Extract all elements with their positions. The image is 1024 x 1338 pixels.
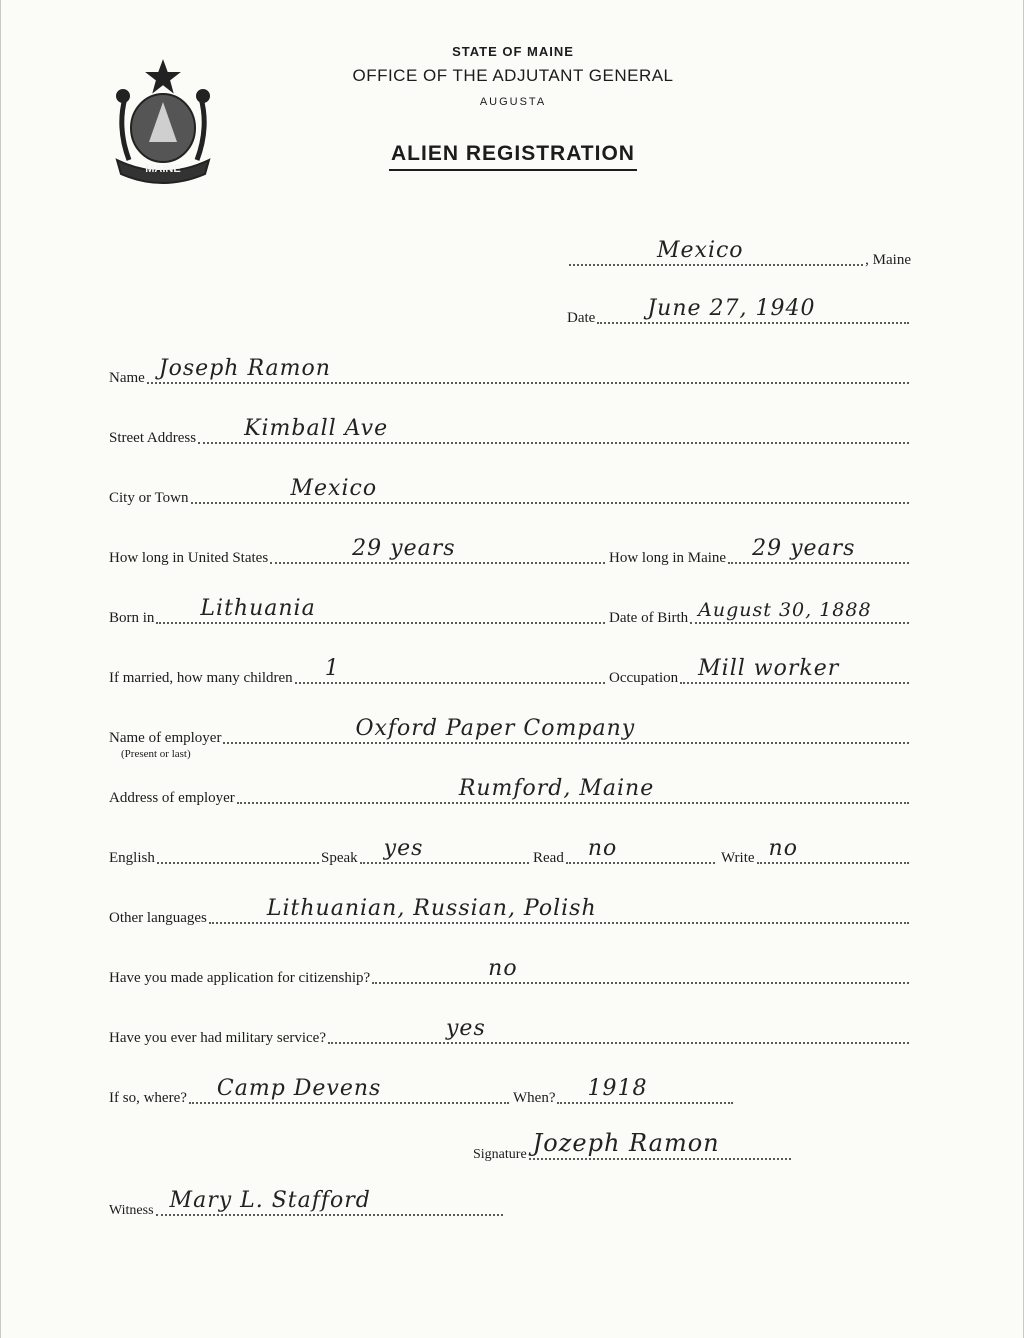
english-dots bbox=[157, 834, 319, 864]
date-value: June 27, 1940 bbox=[647, 296, 816, 321]
town-row bbox=[567, 236, 911, 270]
languages-value: Lithuanian, Russian, Polish bbox=[266, 896, 597, 921]
citizenship-row bbox=[109, 954, 911, 988]
maine-row bbox=[609, 534, 911, 568]
languages-label: Other languages bbox=[109, 910, 207, 926]
page-title: ALIEN REGISTRATION bbox=[1, 142, 1024, 171]
children-row bbox=[109, 654, 607, 688]
dob-field[interactable] bbox=[690, 594, 909, 624]
dob-value: August 30, 1888 bbox=[698, 599, 872, 621]
witness-label: Witness bbox=[109, 1203, 154, 1218]
signature-field[interactable] bbox=[529, 1130, 791, 1160]
witness-row bbox=[109, 1186, 505, 1220]
maine-field[interactable] bbox=[728, 534, 909, 564]
street-row bbox=[109, 414, 911, 448]
name-field[interactable] bbox=[147, 354, 909, 384]
employer-row bbox=[109, 714, 911, 760]
children-field[interactable] bbox=[295, 654, 605, 684]
citizenship-field[interactable] bbox=[372, 954, 909, 984]
read-value: no bbox=[587, 836, 618, 861]
signature-row bbox=[473, 1130, 793, 1164]
name-value: Joseph Ramon bbox=[158, 356, 331, 381]
us-row bbox=[109, 534, 607, 568]
when-value: 1918 bbox=[587, 1076, 648, 1101]
speak-row bbox=[321, 834, 531, 868]
write-value: no bbox=[768, 836, 798, 861]
name-row bbox=[109, 354, 911, 388]
town-suffix: , Maine bbox=[865, 252, 911, 268]
military-row bbox=[109, 1014, 911, 1048]
where-field[interactable] bbox=[189, 1074, 509, 1104]
where-label: If so, where? bbox=[109, 1090, 187, 1106]
dob-row bbox=[609, 594, 911, 628]
date-label: Date bbox=[567, 310, 596, 326]
military-field[interactable] bbox=[328, 1014, 909, 1044]
dob-label: Date of Birth bbox=[609, 610, 689, 626]
born-row bbox=[109, 594, 607, 628]
header-office: OFFICE OF THE ADJUTANT GENERAL bbox=[352, 66, 674, 85]
occupation-row bbox=[609, 654, 911, 688]
when-field[interactable] bbox=[557, 1074, 733, 1104]
where-value: Camp Devens bbox=[216, 1076, 382, 1101]
emp-address-row bbox=[109, 774, 911, 808]
english-label: English bbox=[109, 850, 155, 866]
signature-value: Jozeph Ramon bbox=[532, 1129, 720, 1157]
born-label: Born in bbox=[109, 610, 155, 626]
write-row bbox=[721, 834, 911, 868]
date-row bbox=[567, 294, 911, 328]
speak-value: yes bbox=[383, 836, 424, 861]
signature-label: Signature bbox=[473, 1147, 527, 1162]
us-label: How long in United States bbox=[109, 550, 269, 566]
us-field[interactable] bbox=[270, 534, 605, 564]
employer-sublabel: (Present or last) bbox=[121, 748, 191, 760]
born-value: Lithuania bbox=[200, 596, 316, 621]
write-field[interactable] bbox=[757, 834, 909, 864]
languages-row bbox=[109, 894, 911, 928]
town-value: Mexico bbox=[657, 238, 744, 263]
when-row bbox=[513, 1074, 735, 1108]
citizenship-value: no bbox=[488, 956, 518, 981]
military-value: yes bbox=[446, 1016, 486, 1041]
read-row bbox=[533, 834, 717, 868]
witness-field[interactable] bbox=[156, 1186, 503, 1216]
write-label: Write bbox=[721, 850, 755, 866]
citizenship-label: Have you made application for citizenship? bbox=[109, 970, 371, 986]
employer-value: Oxford Paper Company bbox=[355, 716, 636, 741]
military-label: Have you ever had military service? bbox=[109, 1030, 326, 1046]
emp-address-field[interactable] bbox=[237, 774, 909, 804]
speak-label: Speak bbox=[321, 850, 358, 866]
name-label: Name bbox=[109, 370, 145, 386]
occupation-field[interactable] bbox=[680, 654, 909, 684]
city-row bbox=[109, 474, 911, 508]
street-label: Street Address bbox=[109, 430, 197, 446]
emp-address-value: Rumford, Maine bbox=[458, 776, 655, 801]
employer-label: Name of employer (Present or last) bbox=[109, 730, 222, 760]
occupation-value: Mill worker bbox=[698, 656, 840, 681]
read-label: Read bbox=[533, 850, 564, 866]
city-value: Mexico bbox=[290, 476, 378, 501]
employer-field[interactable] bbox=[223, 714, 909, 744]
occupation-label: Occupation bbox=[609, 670, 679, 686]
date-field[interactable] bbox=[597, 294, 909, 324]
street-field[interactable] bbox=[198, 414, 909, 444]
town-field[interactable] bbox=[569, 236, 863, 266]
born-field[interactable] bbox=[156, 594, 605, 624]
maine-label: How long in Maine bbox=[609, 550, 727, 566]
emp-address-label: Address of employer bbox=[109, 790, 235, 806]
where-row bbox=[109, 1074, 511, 1108]
city-label: City or Town bbox=[109, 490, 189, 506]
header-state: STATE OF MAINE bbox=[452, 44, 574, 59]
speak-field[interactable] bbox=[360, 834, 529, 864]
seal-text: MAINE bbox=[145, 163, 181, 175]
read-field[interactable] bbox=[566, 834, 715, 864]
city-field[interactable] bbox=[191, 474, 909, 504]
us-value: 29 years bbox=[352, 536, 456, 561]
header-city: AUGUSTA bbox=[479, 96, 547, 108]
street-value: Kimball Ave bbox=[244, 416, 389, 441]
witness-value: Mary L. Stafford bbox=[169, 1188, 371, 1213]
when-label: When? bbox=[513, 1090, 556, 1106]
children-label: If married, how many children bbox=[109, 670, 293, 686]
children-value: 1 bbox=[324, 656, 340, 681]
languages-field[interactable] bbox=[209, 894, 909, 924]
maine-value: 29 years bbox=[752, 536, 856, 561]
english-row bbox=[109, 834, 321, 868]
